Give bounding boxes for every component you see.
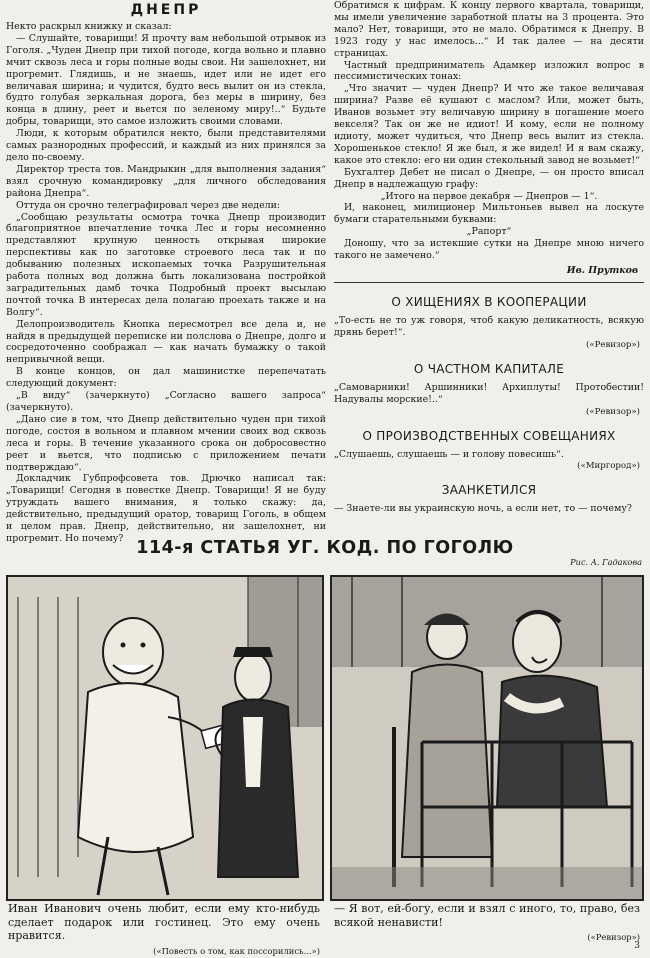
section-heading-private-capital: О ЧАСТНОМ КАПИТАЛЕ <box>413 361 565 376</box>
ledger-entry: „Итого на первое декабря — Днепров — 1“. <box>380 190 598 202</box>
paragraph: Обратимся к цифрам. К концу первого квартала, товарищи, мы имели увеличение заработной платы на 3 процента. Это мало? Нет, товарищи, это не мало. Обратимся к Днепру. В 1923 году у нас имелось...“ И так далее — на десяти страницах. <box>334 0 644 59</box>
cartoon-drawing-bribe <box>8 577 322 899</box>
cartoon-panel-official <box>330 575 644 901</box>
caption-right <box>334 902 640 945</box>
paragraph: — Слушайте, товарищи! Я прочту вам небольшой отрывок из Гоголя. „Чуден Днепр при тихой погоде, когда вольно и плавно мчит сквозь леса и горы полные воды свои. Ни зашелохнет, ни прогремит. Глядишь, и не знаешь, идет или не идет его величавая ширина; и чудится, будто весь вылит он из стекла, будто голубая зеркальная дорога, без меры в ширину, без конца в длину, реет и вьется по зеленому миру!..“ Будьте добры, товарищи, это самое изложить своими словами. <box>6 32 326 128</box>
cartoon-banner <box>0 534 650 566</box>
author-signature: Ив. Прутков <box>566 264 638 276</box>
section-heading-cooperation: О ХИЩЕНИЯХ В КООПЕРАЦИИ <box>391 294 587 309</box>
paragraph: Докладчик Губпрофсовета тов. Дрючко написал так: „Товарищи! Сегодня в повестке Днепр. Товарищи! Я не буду утруждать вашего внимания, я только скажу: да, действительно, предыдущий оратор, товарищ Гоголь, в общем и целом прав. Днепр, действительно, ни зашелохнет, ни прогремит. Но почему? <box>6 473 326 544</box>
article-title-dnepr: ДНЕПР <box>130 2 202 18</box>
section-quote: „Слушаешь, слушаешь — и голову повесишь“. <box>334 448 564 460</box>
caption-left <box>8 902 320 958</box>
paragraph: Делопроизводитель Кнопка пересмотрел все дела и, не найдя в предыдущей переписке ни полслова о Днепре, долго и сосредоточенно соображал — как начать бумажку о такой непривычной вещи. <box>6 318 326 366</box>
left-column <box>6 0 326 545</box>
paragraph: „Сообщаю результаты осмотра точка Днепр производит благоприятное впечатление точка Лес и горы несомненно представляют крупную ценность открывая широкие перспективы как по заготовке строевого леса так и по добыванию полезных ископаемых точка Разрушительная работа полных вод должна быть локализована постройкой заградительных дамб точка Подробный проект высылаю почтой точка В интересах дела полагаю проехать также и на Волгу“. <box>6 211 326 318</box>
caption-text: — Я вот, ей-богу, если и взял с иного, то, право, без всякой ненависти! <box>334 902 640 929</box>
cartoon-title: 114-я СТАТЬЯ УГ. КОД. ПО ГОГОЛЮ <box>136 538 514 558</box>
quote-source: («Миргород») <box>577 461 640 472</box>
cartoon-drawing-official <box>332 577 642 899</box>
section-heading-production-meetings: О ПРОИЗВОДСТВЕННЫХ СОВЕЩАНИЯХ <box>362 428 616 443</box>
paragraph: Доношу, что за истекшие сутки на Днепре мною ничего такого не замечено.“ <box>334 238 644 262</box>
right-column <box>334 0 644 515</box>
section-quote: „То-есть не то уж говоря, чтоб какую деликатность, всякую дрянь берет!“. <box>334 314 644 338</box>
caption-source: («Повесть о том, как поссорились...») <box>153 945 320 956</box>
paragraph: Люди, к которым обратился некто, были представителями самых разнородных профессий, и каждый из них принялся за дело по-своему. <box>6 128 326 163</box>
artist-credit: Рис. А. Гадакова <box>570 557 642 567</box>
paragraph: И, наконец, милиционер Мильтоньев вывел на лоскуте бумаги старательными буквами: <box>334 202 644 226</box>
paragraph: „Что значит — чуден Днепр? И что же такое величавая ширина? Разве её кушают с маслом? Или, может быть, Иванов возьмет эту величавую ширину в погашение моего векселя? Так он же не идиот! И кому, если не полному идиоту, может чудиться, что Днепр весь вылит из стекла. Хорошенькое стекло! Я же был, я же видел! И я вам скажу, какое это стекло: его ни один стекольный завод не возьмет!“ <box>334 83 644 166</box>
paragraph: Бухгалтер Дебет не писал о Днепре, — он просто вписал Днепр в надлежащую графу: <box>334 166 644 190</box>
quote-source: («Ревизор») <box>585 406 640 417</box>
paragraph: „Дано сие в том, что Днепр действительно чуден при тихой погоде, состоя в вольном и плавном мчении своих вод сквозь леса и горы. В течение указанного срока он добросовестно реет и вьется, что подписью с приложением печати подтверждаю“. <box>6 413 326 473</box>
paragraph: Некто раскрыл книжку и сказал: <box>6 21 172 32</box>
section-heading-questionnaire: ЗААНКЕТИЛСЯ <box>441 483 537 498</box>
paragraph: Оттуда он срочно телеграфировал через две недели: <box>16 199 280 211</box>
paragraph: Директор треста тов. Мандрыкин „для выполнения задания“ взял срочную командировку „для личного обследования района Днепра“. <box>6 163 326 199</box>
caption-source: («Ревизор») <box>587 932 640 942</box>
page-number: 3 <box>634 941 640 951</box>
caption-text: Иван Иванович очень любит, если ему кто-нибудь сделает подарок или гостинец. Это ему очень нравится. <box>8 902 320 942</box>
paragraph: „В виду“ (зачеркнуто) „Согласно вашего запроса“ (зачеркнуто). <box>6 390 326 413</box>
quote-source: («Ревизор») <box>585 339 640 350</box>
cartoon-panel-bribe <box>6 575 324 901</box>
paragraph: В конце концов, он дал машинистке перепечатать следующий документ: <box>6 366 326 390</box>
section-quote: „Самоварники! Аршинники! Архиплуты! Протобестии! Надувалы морские!..“ <box>334 381 644 405</box>
paragraph: Частный предприниматель Адамкер изложил вопрос в пессимистических тонах: <box>334 59 644 83</box>
report-heading: „Рапорт“ <box>466 226 512 238</box>
section-quote: — Знаете-ли вы украинскую ночь, а если нет, то — почему? <box>334 503 632 515</box>
divider <box>334 282 644 283</box>
